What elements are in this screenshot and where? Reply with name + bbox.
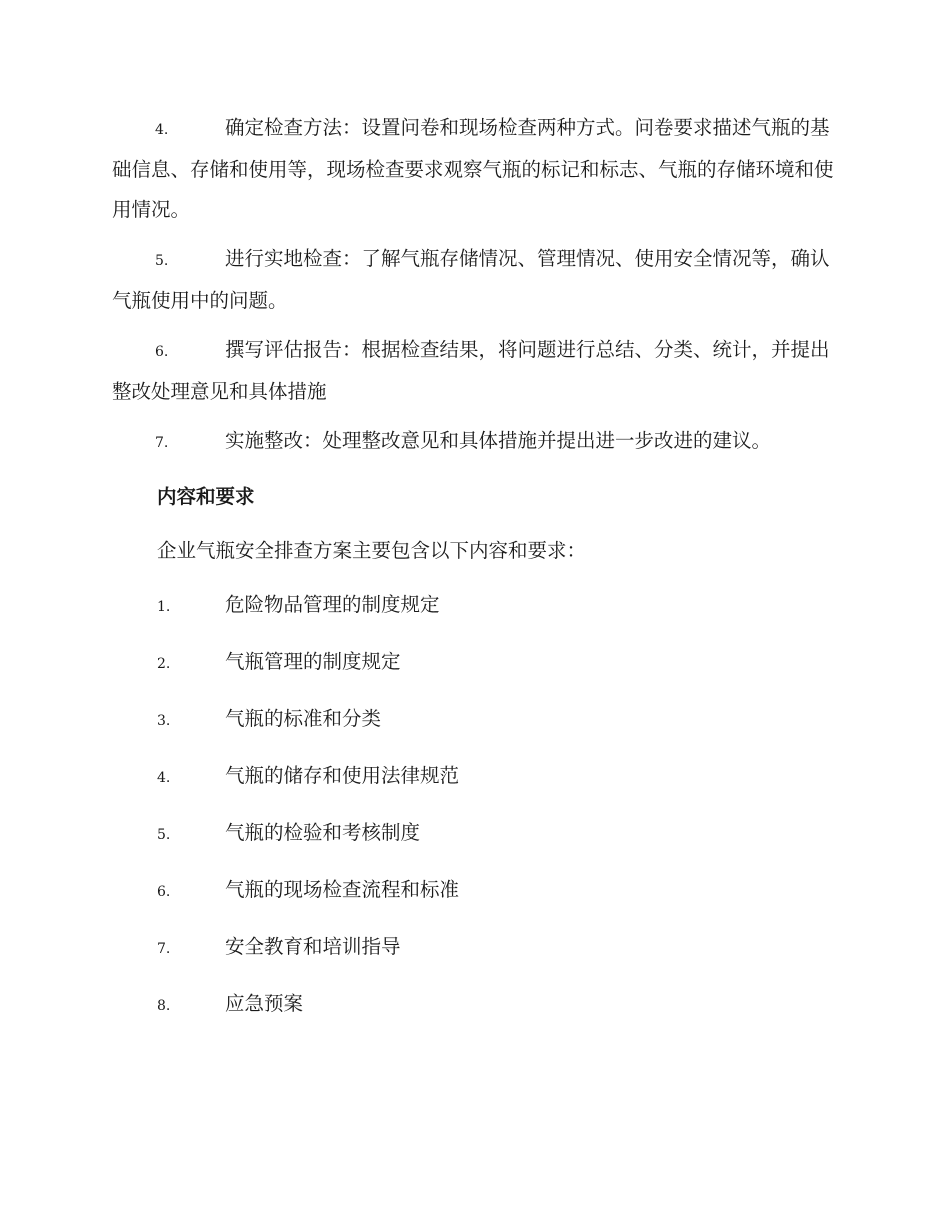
list-item [157,585,836,627]
requirements-list [112,585,836,1026]
step-paragraph [112,108,836,230]
step-text: 撰写评估报告：根据检查结果，将问题进行总结、分类、统计，并提出整改处理意见和具体措施 [112,338,830,403]
list-item-text: 气瓶管理的制度规定 [225,650,401,673]
list-item-text: 气瓶的现场检查流程和标准 [225,878,460,901]
section-intro: 企业气瓶安全排查方案主要包含以下内容和要求： [157,539,587,562]
step-paragraph [112,239,836,321]
list-item-text: 安全教育和培训指导 [225,935,401,958]
list-item-text: 气瓶的标准和分类 [225,707,382,730]
step-number: 7. [155,435,169,451]
step-number: 4. [155,122,169,138]
list-item [157,927,836,969]
section-heading: 内容和要求 [157,485,255,508]
step-text: 进行实地检查：了解气瓶存储情况、管理情况、使用安全情况等，确认气瓶使用中的问题。 [112,247,830,312]
list-item-number: 3. [157,713,171,729]
document-body [112,108,836,1041]
list-item [157,813,836,855]
list-item-text: 气瓶的储存和使用法律规范 [225,764,460,787]
step-paragraph [112,330,836,412]
step-number: 6. [155,344,169,360]
step-paragraph [112,421,836,463]
list-item [157,699,836,741]
list-item-number: 5. [157,827,171,843]
list-item-number: 2. [157,656,171,672]
list-item [157,870,836,912]
list-item-text: 危险物品管理的制度规定 [225,593,440,616]
step-text: 实施整改：处理整改意见和具体措施并提出进一步改进的建议。 [225,429,772,452]
list-item-number: 4. [157,770,171,786]
list-item-number: 6. [157,884,171,900]
list-item-number: 7. [157,941,171,957]
list-item-number: 1. [157,599,171,615]
list-item-number: 8. [157,998,171,1014]
step-number: 5. [155,253,169,269]
list-item [157,642,836,684]
list-item [157,984,836,1026]
list-item-text: 气瓶的检验和考核制度 [225,821,421,844]
list-item [157,756,836,798]
step-text: 确定检查方法：设置问卷和现场检查两种方式。问卷要求描述气瓶的基础信息、存储和使用等，现场检查要求观察气瓶的标记和标志、气瓶的存储环境和使用情况。 [112,116,834,221]
list-item-text: 应急预案 [225,992,304,1015]
